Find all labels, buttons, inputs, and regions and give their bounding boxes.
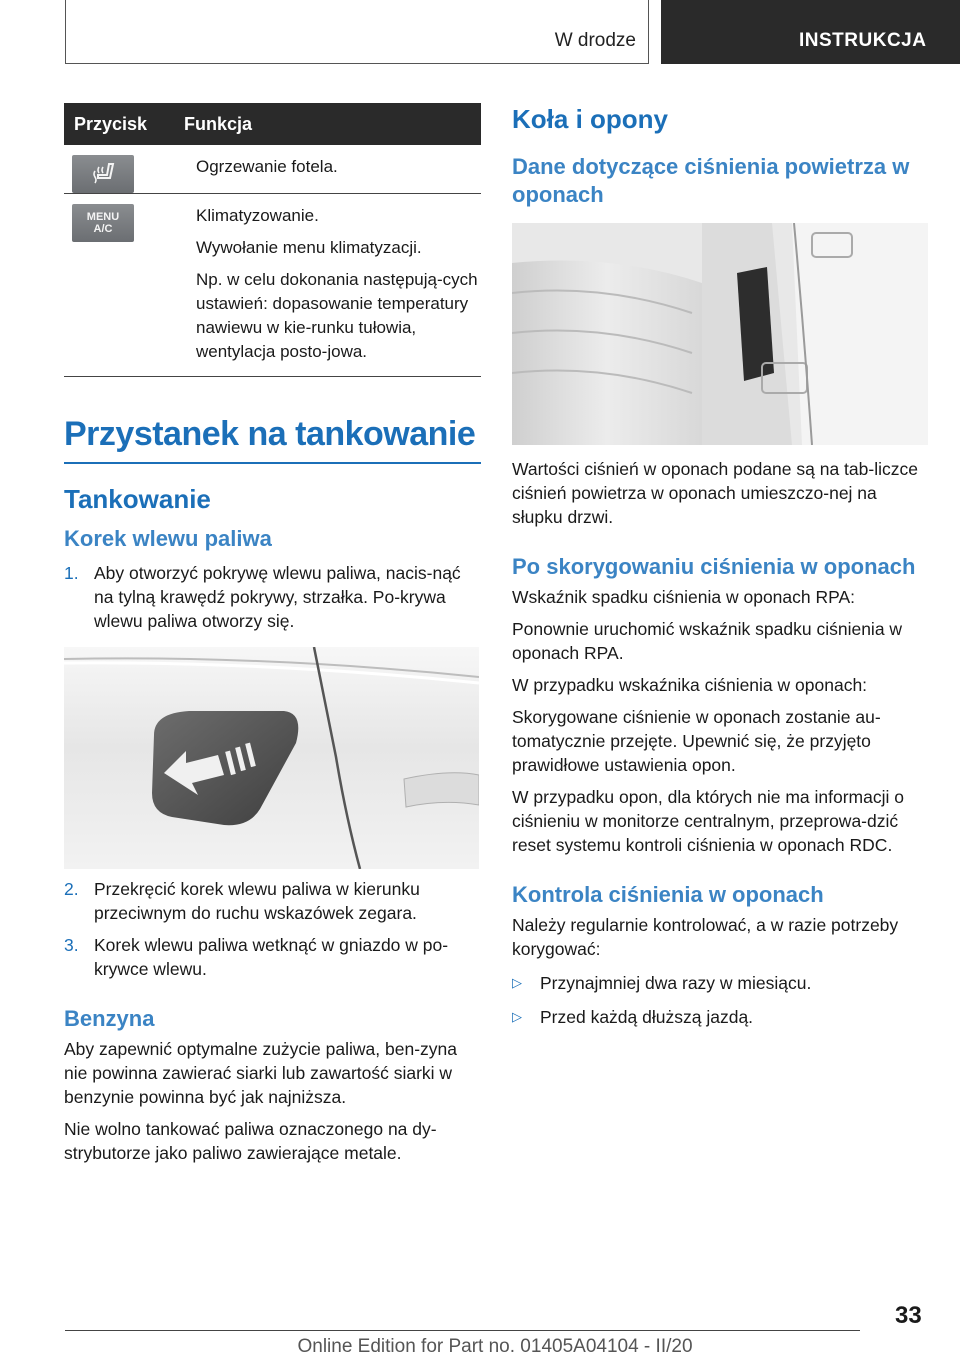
steps-list <box>64 877 481 981</box>
subsection-heading: Korek wlewu paliwa <box>64 526 272 551</box>
body-text: Wartości ciśnień w oponach podane są na tab-liczce ciśnień powietrza w oponach umieszczo-nej na słupku drzwi. <box>512 459 918 527</box>
subsection-heading: Kontrola ciśnienia w oponach <box>512 882 824 907</box>
bullet-list <box>512 971 930 1029</box>
page-number: 33 <box>895 1302 922 1329</box>
body-text: Ponownie uruchomić wskaźnik spadku ciśnienia w oponach RPA. <box>512 619 903 663</box>
body-text: W przypadku opon, dla których nie ma informacji o ciśnieniu w monitorze centralnym, przeprowa-dzić reset systemu kontroli ciśnienia w oponach RDC. <box>512 787 904 855</box>
section-title: W drodze <box>554 30 636 51</box>
col-header-function: Funkcja <box>184 103 481 145</box>
steps-list <box>64 561 481 633</box>
list-item: 2. Przekręcić korek wlewu paliwa w kierunku przeciwnym do ruchu wskazówek zegara. <box>64 879 420 923</box>
body-text: Aby zapewnić optymalne zużycie paliwa, ben-zyna nie powinna zawierać siarki lub zawartość siarki w benzynie powinna być jak najniższa. <box>64 1039 457 1107</box>
right-column <box>512 103 930 1029</box>
table-row <box>64 194 481 377</box>
body-text: Wskaźnik spadku ciśnienia w oponach RPA: <box>512 587 856 607</box>
triangle-bullet-icon: ▷ <box>512 1009 522 1024</box>
section-heading: Tankowanie <box>64 484 211 514</box>
subsection-heading: Benzyna <box>64 1006 155 1031</box>
button-function-table <box>64 103 481 377</box>
chapter-title: Przystanek na tankowanie <box>64 415 481 464</box>
door-pillar-illustration <box>512 223 928 445</box>
body-text: Nie wolno tankować paliwa oznaczonego na dy-strybutorze jako paliwo zawierające metale. <box>64 1119 437 1163</box>
footer-divider <box>65 1330 860 1331</box>
left-column <box>64 103 481 1165</box>
header-tab: INSTRUKCJA <box>661 0 960 64</box>
fuel-flap-illustration <box>64 647 479 869</box>
subsection-heading: Po skorygowaniu ciśnienia w oponach <box>512 554 916 579</box>
table-row <box>64 145 481 194</box>
list-item: 1. Aby otworzyć pokrywę wlewu paliwa, nacis-nąć na tylną krawędź pokrywy, strzałka. Po-krywa wlewu paliwa otworzy się. <box>64 563 461 631</box>
function-text: Ogrzewanie fotela. <box>196 157 338 176</box>
key-label: MENU A/C <box>86 211 120 235</box>
function-text: Np. w celu dokonania następują-cych ustawień: dopasowanie temperatury nawiewu w kie-runku tułowia, wentylacja posto-jowa. <box>196 270 478 361</box>
subsection-heading: Dane dotyczące ciśnienia powietrza w oponach <box>512 154 910 207</box>
seat-heating-icon <box>72 155 134 193</box>
body-text: W przypadku wskaźnika ciśnienia w oponach: <box>512 675 868 695</box>
header-box <box>65 0 649 64</box>
menu-ac-icon <box>72 204 134 242</box>
triangle-bullet-icon: ▷ <box>512 975 522 990</box>
list-item: ▷ Przed każdą dłuższą jazdą. <box>512 1007 754 1027</box>
section-heading: Koła i opony <box>512 104 668 134</box>
function-text: Klimatyzowanie. <box>196 206 319 225</box>
col-header-button: Przycisk <box>64 103 184 145</box>
footer-edition: Online Edition for Part no. 01405A04104 - II/20 <box>297 1336 693 1357</box>
function-text: Wywołanie menu klimatyzacji. <box>196 238 422 257</box>
body-text: Należy regularnie kontrolować, a w razie potrzeby korygować: <box>512 915 899 959</box>
list-item: 3. Korek wlewu paliwa wetknąć w gniazdo w po-krywce wlewu. <box>64 935 449 979</box>
list-item: ▷ Przynajmniej dwa razy w miesiącu. <box>512 973 812 993</box>
body-text: Skorygowane ciśnienie w oponach zostanie au-tomatycznie przejęte. Upewnić się, że przyjęto prawidłowe ustawienia opon. <box>512 707 881 775</box>
